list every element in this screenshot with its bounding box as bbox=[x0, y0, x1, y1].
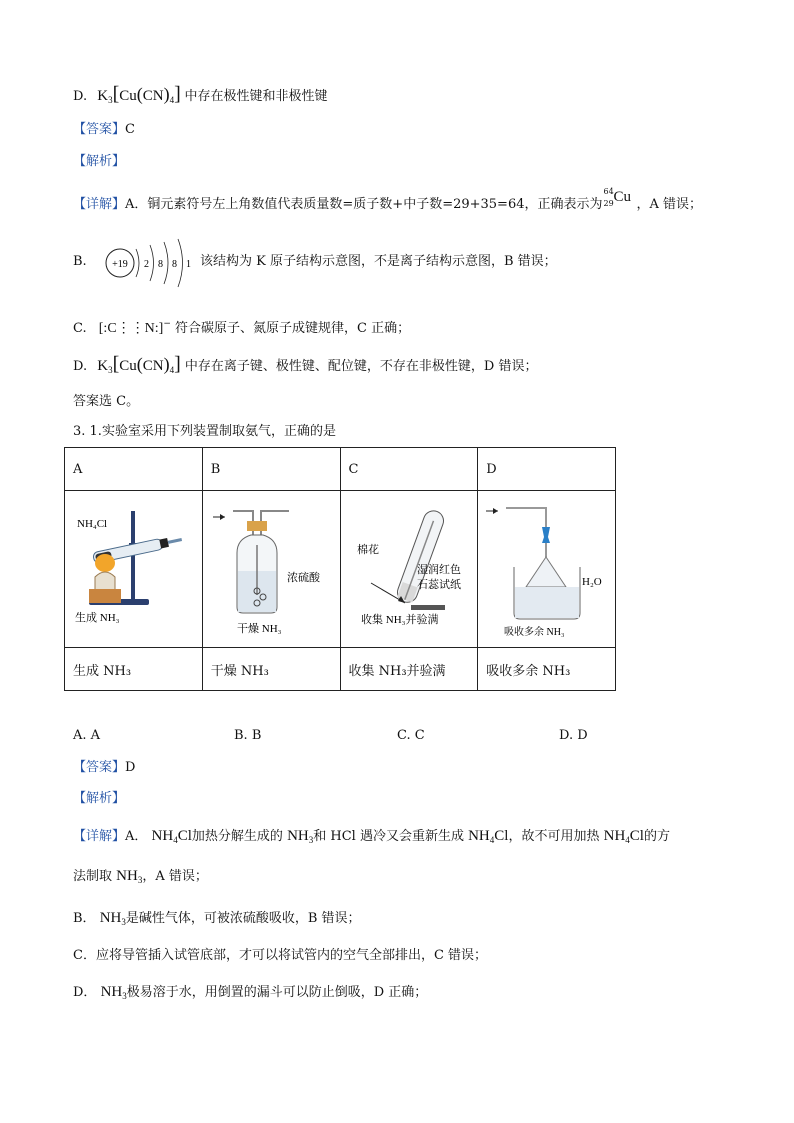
formula-k-sub: 3 bbox=[108, 95, 113, 105]
formula-cn-sub: 4 bbox=[169, 365, 175, 375]
formula-cn: CN bbox=[142, 88, 164, 104]
shell-electrons-1: 2 bbox=[144, 259, 149, 270]
nh-main: NH bbox=[100, 984, 123, 1000]
answer-tag: 【答案】 bbox=[73, 122, 126, 137]
formula-nh3 bbox=[287, 828, 313, 844]
shell-electrons-2: 8 bbox=[158, 259, 163, 270]
caption-c: 收集 NH₃并验满 bbox=[360, 614, 438, 626]
answer-value: C bbox=[125, 122, 135, 137]
option-a: A. A bbox=[73, 728, 101, 743]
answer-tag: 【答案】 bbox=[73, 760, 126, 775]
nh-tail: Cl bbox=[629, 828, 644, 844]
apparatus-table bbox=[64, 447, 616, 691]
caption-d: 吸收多余 NH₃ bbox=[504, 627, 565, 638]
diagram-cell-a bbox=[65, 491, 203, 648]
shell-electrons-3: 8 bbox=[172, 259, 177, 270]
q3-detail-b bbox=[73, 908, 361, 932]
formula-k: K bbox=[97, 88, 109, 104]
formula-cn-sub: 4 bbox=[169, 95, 175, 105]
detail-a-text-2: 和 HCl 遇冷又会重新生成 bbox=[313, 829, 464, 844]
detail-c-text: 符合碳原子、氮原子成键规律，C 正确； bbox=[175, 321, 411, 336]
caption-b: 干燥 NH₃ bbox=[236, 623, 282, 635]
formula-k-sub: 3 bbox=[108, 365, 113, 375]
lamp-block bbox=[89, 589, 121, 603]
nh-sub: 3 bbox=[137, 875, 143, 885]
formula-nh4cl bbox=[468, 828, 508, 844]
bracket-close: ] bbox=[174, 83, 181, 105]
q3-analysis-tag: 【解析】 bbox=[73, 791, 126, 806]
q2-detail-b-prefix: B. bbox=[73, 254, 87, 269]
inverted-funnel bbox=[526, 557, 566, 587]
label-paper-2: 石蕊试纸 bbox=[416, 579, 461, 591]
header-a: A bbox=[65, 448, 203, 491]
answer-value: D bbox=[125, 760, 136, 775]
nucleus-charge: +19 bbox=[112, 259, 128, 270]
footer-b: 干燥 NH₃ bbox=[202, 648, 340, 691]
diagram-cell-c bbox=[340, 491, 478, 648]
diagram-row bbox=[65, 491, 616, 648]
detail-a-text-4: 的方 bbox=[643, 829, 670, 844]
formula-nh3 bbox=[116, 868, 142, 884]
footer-row bbox=[65, 648, 616, 691]
nh-main: NH bbox=[99, 910, 122, 926]
arrow-in-head bbox=[220, 514, 225, 520]
cu-mass: 64 bbox=[603, 187, 614, 196]
formula-k: K bbox=[97, 358, 109, 374]
cn-charge: − bbox=[163, 319, 171, 329]
arrow-in-head bbox=[493, 508, 498, 514]
option-letter: D. bbox=[73, 89, 88, 104]
apparatus-a-diagram bbox=[65, 491, 202, 647]
detail-a-text-3: ，故不可用加热 bbox=[508, 829, 600, 844]
apparatus-d-diagram bbox=[478, 491, 615, 647]
nh-tail: Cl bbox=[177, 828, 192, 844]
cu-symbol: Cu bbox=[613, 189, 632, 205]
nh-sub: 3 bbox=[122, 991, 127, 1001]
shell-electrons-4: 1 bbox=[186, 259, 191, 270]
header-c: C bbox=[340, 448, 478, 491]
paren-open: ( bbox=[136, 354, 143, 374]
formula-cu: Cu bbox=[119, 358, 137, 374]
q2-analysis-tag: 【解析】 bbox=[73, 154, 126, 169]
option-letter: D. bbox=[73, 359, 88, 374]
formula-nh4cl bbox=[152, 828, 192, 844]
paren-open: ( bbox=[136, 84, 143, 104]
q3-detail-d bbox=[73, 982, 427, 1006]
header-b: B bbox=[202, 448, 340, 491]
top-option-d bbox=[73, 84, 328, 110]
formula-nh4cl bbox=[604, 828, 644, 844]
formula-nh3 bbox=[100, 910, 126, 926]
nh-sub: 4 bbox=[625, 835, 630, 845]
cn-electron-formula: [:C⋮⋮N:] bbox=[98, 321, 164, 336]
q3-stem: 3. 1.实验室采用下列装置制取氨气，正确的是 bbox=[73, 424, 336, 439]
label-paper-1: 湿润红色 bbox=[416, 564, 461, 576]
label-conc-acid: 浓硫酸 bbox=[286, 572, 320, 584]
formula-cu: Cu bbox=[119, 88, 137, 104]
detail-d-text: 中存在离子键、极性键、配位键，不存在非极性键，D 错误； bbox=[184, 359, 538, 374]
paren-close: ) bbox=[163, 354, 170, 374]
paren-close: ) bbox=[163, 84, 170, 104]
detail-tag: 【详解】 bbox=[73, 829, 126, 844]
nh-main: NH bbox=[151, 828, 174, 844]
option-c: C. C bbox=[397, 728, 425, 743]
formula-cn: CN bbox=[142, 358, 164, 374]
label-nh4cl: NH₄Cl bbox=[77, 518, 108, 530]
header-d: D bbox=[478, 448, 616, 491]
complex-formula bbox=[97, 83, 184, 105]
option-b: B. B bbox=[234, 728, 262, 743]
formula-nh3 bbox=[101, 984, 127, 1000]
detail-a-text-1: 加热分解生成的 bbox=[191, 829, 283, 844]
shell-arc-1 bbox=[136, 249, 139, 277]
cu-atomic: 29 bbox=[603, 199, 614, 208]
rubber-joint bbox=[542, 527, 550, 543]
q2-detail-d bbox=[73, 354, 537, 380]
detail-a-end: ，A 错误； bbox=[636, 197, 703, 212]
lamp-body bbox=[95, 572, 115, 591]
detail-b-text: 是碱性气体，可被浓硫酸吸收，B 错误； bbox=[125, 911, 361, 926]
bottle-cap bbox=[247, 521, 267, 531]
header-row bbox=[65, 448, 616, 491]
water bbox=[515, 587, 579, 618]
flame bbox=[95, 554, 115, 572]
footer-d: 吸收多余 NH₃ bbox=[478, 648, 616, 691]
q2-detail-b-text: 该结构为 K 原子结构示意图，不是离子结构示意图，B 错误； bbox=[200, 254, 557, 269]
shell-arc-3 bbox=[164, 242, 168, 284]
label-cotton: 棉花 bbox=[356, 544, 379, 556]
q2-answer bbox=[73, 120, 135, 140]
bracket-open: [ bbox=[112, 353, 120, 375]
footer-a: 生成 NH₃ bbox=[65, 648, 203, 691]
q3-detail-a bbox=[73, 826, 670, 850]
nh-sub: 4 bbox=[173, 835, 178, 845]
nh-main: NH bbox=[603, 828, 626, 844]
q3-detail-c: C．应将导管插入试管底部，才可以将试管内的空气全部排出，C 错误； bbox=[73, 948, 488, 963]
nh-main: NH bbox=[116, 868, 138, 884]
apparatus-b-diagram bbox=[203, 491, 340, 647]
nh-sub: 3 bbox=[308, 835, 314, 845]
detail-a-text-5: 法制取 bbox=[73, 869, 113, 884]
nh-sub: 4 bbox=[489, 835, 495, 845]
nh-sub: 3 bbox=[121, 917, 126, 927]
q2-detail-a bbox=[73, 188, 702, 215]
nh-tail: Cl bbox=[494, 828, 509, 844]
q3-detail-a-cont bbox=[73, 866, 208, 890]
shell-arc-4 bbox=[178, 239, 183, 287]
footer-c: 收集 NH₃并验满 bbox=[340, 648, 478, 691]
detail-b-letter: B． bbox=[73, 911, 96, 926]
q2-detail-c bbox=[73, 314, 410, 339]
q2-conclusion: 答案选 C。 bbox=[73, 394, 140, 409]
gas-tube bbox=[506, 508, 546, 527]
atom-structure-diagram bbox=[104, 236, 196, 290]
complex-formula bbox=[97, 353, 181, 375]
bracket-open: [ bbox=[112, 83, 120, 105]
option-text: 中存在极性键和非极性键 bbox=[184, 89, 328, 104]
detail-tag: 【详解】 bbox=[73, 197, 126, 212]
detail-a-letter: A． bbox=[125, 829, 148, 844]
detail-d-text: 极易溶于水，用倒置的漏斗可以防止倒吸，D 正确； bbox=[126, 985, 428, 1000]
shell-arc-2 bbox=[150, 245, 154, 281]
detail-a-text: A．铜元素符号左上角数值代表质量数=质子数+中子数=29+35=64，正确表示为 bbox=[125, 197, 603, 212]
litmus-paper bbox=[411, 605, 445, 610]
tube-outlet bbox=[168, 538, 182, 544]
diagram-cell-d bbox=[478, 491, 616, 648]
option-letter: C. bbox=[73, 321, 87, 336]
option-d: D. D bbox=[559, 728, 588, 743]
caption-a: 生成 NH₃ bbox=[75, 612, 120, 624]
detail-a-text-6: ，A 错误； bbox=[142, 869, 208, 884]
label-water: H₂O bbox=[582, 576, 602, 588]
bracket-close: ] bbox=[174, 353, 181, 375]
detail-d-letter: D． bbox=[73, 985, 97, 1000]
diagram-cell-b bbox=[202, 491, 340, 648]
stand-rod bbox=[131, 511, 135, 603]
nh-main: NH bbox=[468, 828, 490, 844]
cu-isotope bbox=[603, 188, 637, 208]
apparatus-c-diagram bbox=[341, 491, 478, 647]
q3-answer bbox=[73, 758, 135, 778]
nh-main: NH bbox=[287, 828, 309, 844]
